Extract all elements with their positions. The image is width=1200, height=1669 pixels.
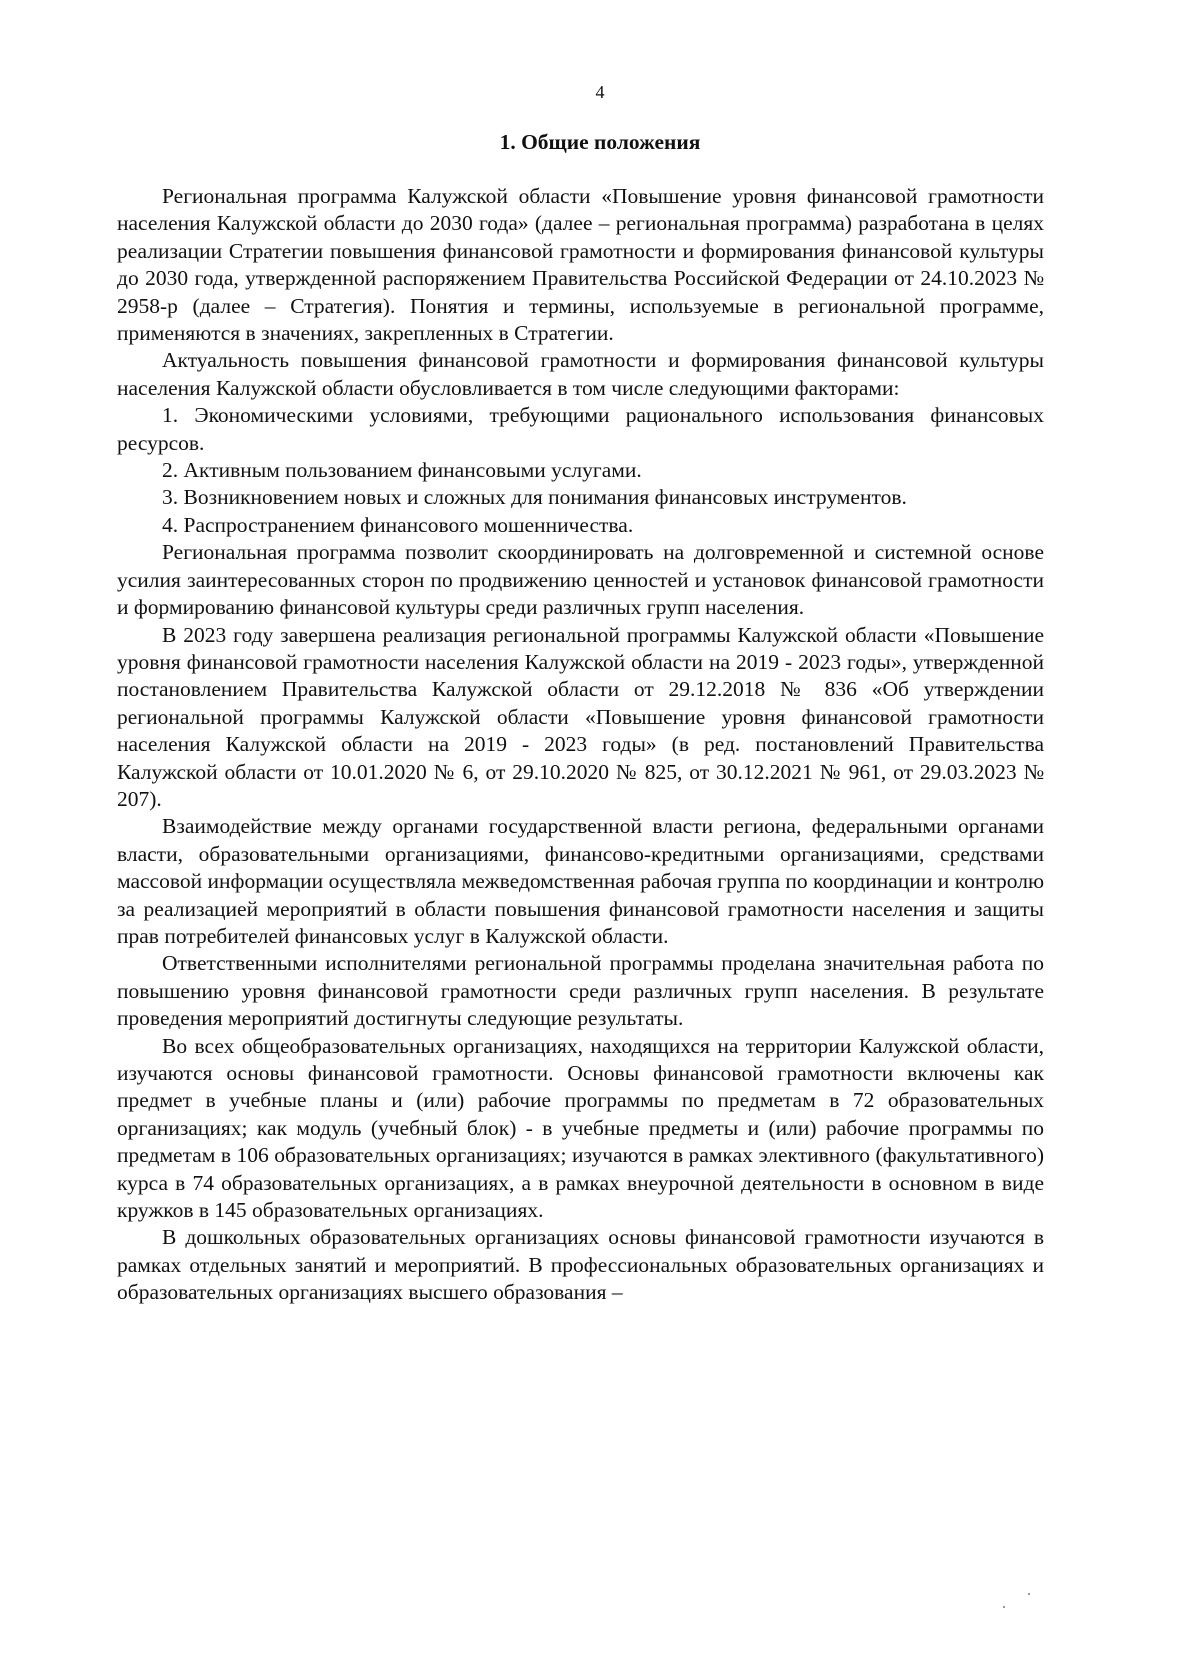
scan-speck bbox=[1003, 1606, 1005, 1608]
list-item-factor-2: 2. Активным пользованием финансовыми услугами. bbox=[162, 458, 642, 483]
paragraph-relevance: Актуальность повышения финансовой грамотности и формирования финансовой культуры населения Калужской области обусловливается в том числе следующими факторами: bbox=[117, 348, 1044, 400]
paragraph-results: Ответственными исполнителями региональной программы проделана значительная работа по повышению уровня финансовой грамотности среди различных групп населения. В результате проведения мероприятий достигнуты следующие результаты. bbox=[117, 951, 1044, 1031]
paragraph-interaction: Взаимодействие между органами государственной власти региона, федеральными органами власти, образовательными организациями, финансово-кредитными организациями, средствами массовой информации осуществляла межведомственная рабочая группа по координации и контролю за реализацией мероприятий в области повышения финансовой грамотности населения и защиты прав потребителей финансовых услуг в Калужской области. bbox=[117, 814, 1044, 948]
paragraph-preschool: В дошкольных образовательных организациях основы финансовой грамотности изучаются в рамках отдельных занятий и мероприятий. В профессиональных образовательных организациях и образовательных организациях высшего образования – bbox=[117, 1225, 1044, 1305]
paragraph-schools: Во всех общеобразовательных организациях, находящихся на территории Калужской области, изучаются основы финансовой грамотности. Основы финансовой грамотности включены как предмет в учебные планы и (или) рабочие программы по предметам в 72 образовательных организациях; как модуль (учебный блок) - в учебные предметы и (или) рабочие программы по предметам в 106 образовательных организациях; изучаются в рамках элективного (факультативного) курса в 74 образовательных организациях, а в рамках внеурочной деятельности в основном в виде кружков в 145 образовательных организациях. bbox=[117, 1033, 1044, 1223]
list-item-factor-3: 3. Возникновением новых и сложных для понимания финансовых инструментов. bbox=[162, 485, 907, 510]
list-item-factor-1: 1. Экономическими условиями, требующими рационального использования финансовых ресурсов. bbox=[117, 403, 1044, 455]
paragraph-previous-program: В 2023 году завершена реализация региональной программы Калужской области «Повышение уровня финансовой грамотности населения Калужской области на 2019 - 2023 годы», утвержденной постановлением Правительства Калужской области от 29.12.2018 № 836 «Об утверждении региональной программы Калужской области «Повышение уровня финансовой грамотности населения Калужской области на 2019 - 2023 годы» (в ред. постановлений Правительства Калужской области от 10.01.2020 № 6, от 29.10.2020 № 825, от 30.12.2021 № 961, от 29.03.2023 № 207). bbox=[117, 622, 1044, 811]
paragraph-intro: Региональная программа Калужской области «Повышение уровня финансовой грамотности населения Калужской области до 2030 года» (далее – региональная программа) разработана в целях реализации Стратегии повышения финансовой грамотности и формирования финансовой культуры до 2030 года, утвержденной распоряжением Правительства Российской Федерации от 24.10.2023 № 2958-р (далее – Стратегия). Понятия и термины, используемые в региональной программе, применяются в значениях, закрепленных в Стратегии. bbox=[117, 184, 1044, 346]
paragraph-coordination: Региональная программа позволит скоординировать на долговременной и системной основе усилия заинтересованных сторон по продвижению ценностей и установок финансовой грамотности и формированию финансовой культуры среди различных групп населения. bbox=[117, 540, 1044, 620]
document-body bbox=[117, 183, 1044, 1307]
list-item-factor-4: 4. Распространением финансового мошенничества. bbox=[162, 512, 634, 537]
section-title: 1. Общие положения bbox=[499, 130, 701, 154]
page-number: 4 bbox=[595, 82, 605, 102]
scan-speck bbox=[1028, 1593, 1030, 1595]
